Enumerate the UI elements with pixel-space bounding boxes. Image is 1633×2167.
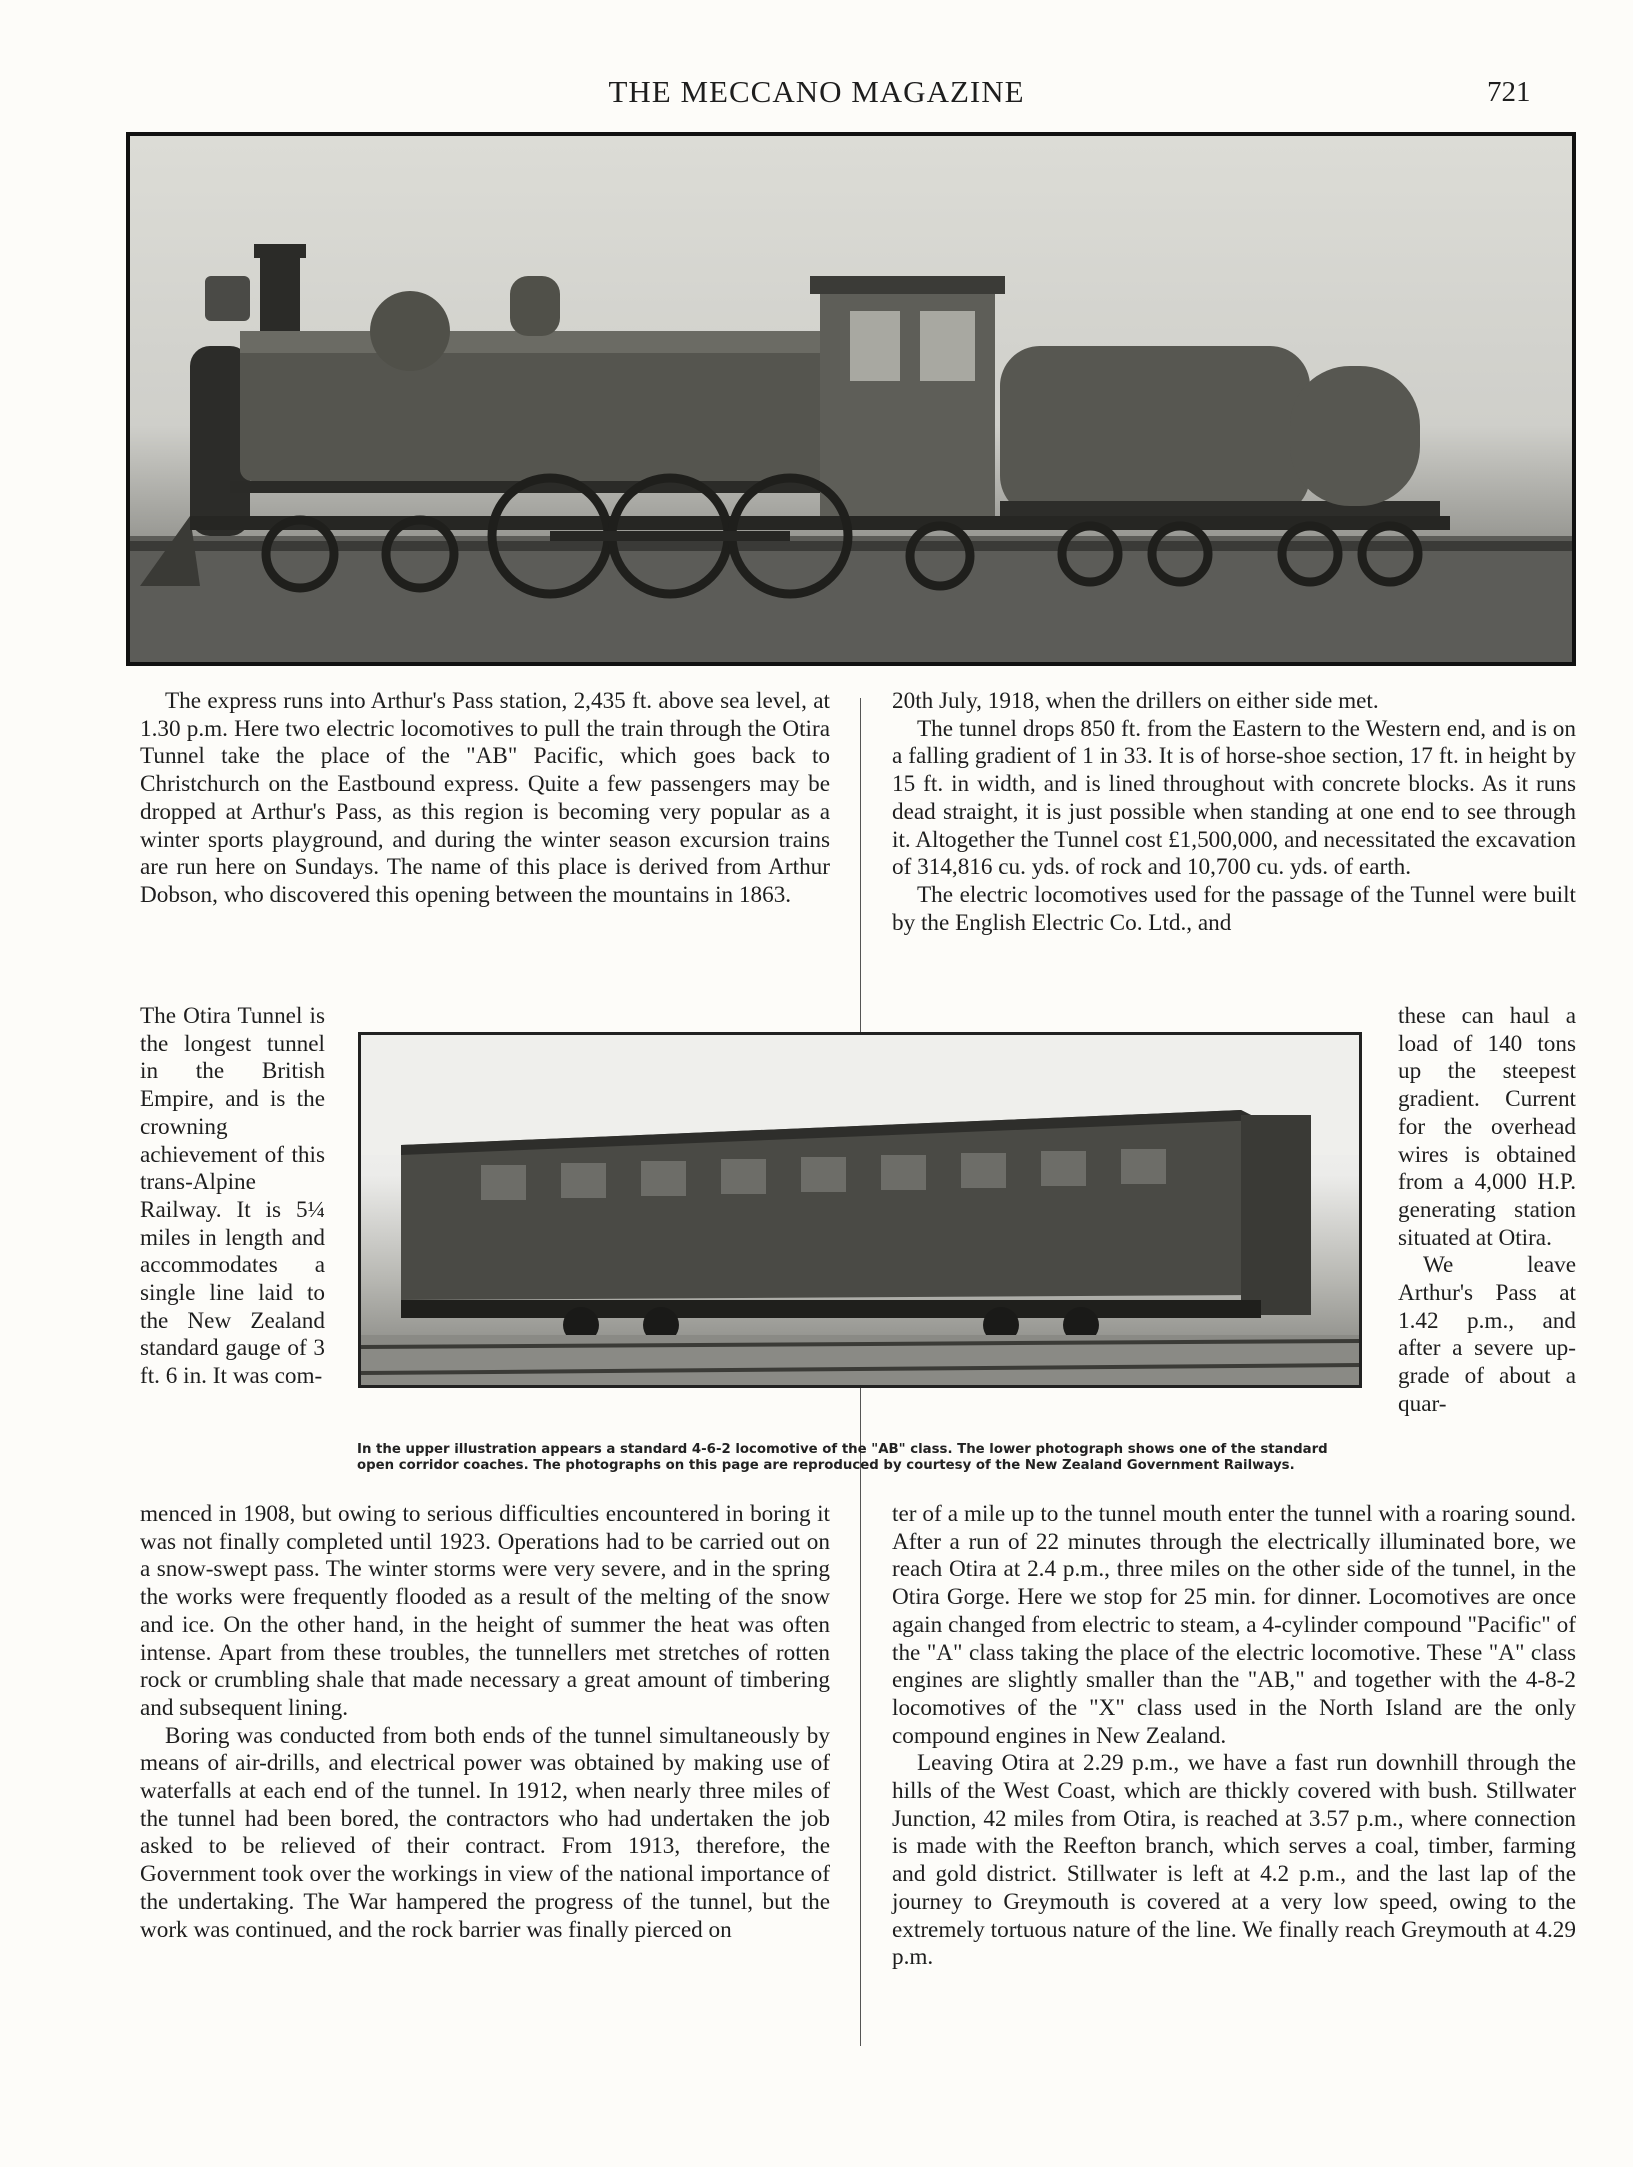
left-wrap-text [140,1003,325,1391]
paragraph: Leaving Otira at 2.29 p.m., we have a fast run downhill through the hills of the West Coast, which are thickly covered with bush. Stillwater Junction, 42 miles from Otira, is reached at 3.57 p.m., where connection is made with the Reefton branch, which serves a coal, timber, farming and gold district. Stillwater is left at 4.2 p.m., and the last lap of the journey to Greymouth is covered at a very low speed, owing to the extremely tortuous nature of the line. We finally reach Greymouth at 4.29 p.m. [892,1750,1576,1971]
coach-photo [358,1032,1362,1388]
paragraph: We leave Arthur's Pass at 1.42 p.m., and after a severe up-grade of about a quar- [1398,1252,1576,1417]
magazine-title: THE MECCANO MAGAZINE [608,74,1025,109]
paragraph: The express runs into Arthur's Pass station, 2,435 ft. above sea level, at 1.30 p.m. Here two electric locomotives to pull the train through the Otira Tunnel take the place of the "AB" Pacific, which goes back to Christchurch on the Eastbound express. Quite a few passengers may be dropped at Arthur's Pass, as this region is becoming very popular as a winter sports playground, and during the winter season excursion trains are run here on Sundays. The name of this place is derived from Arthur Dobson, who discovered this opening between the mountains in 1863. [140,688,830,908]
paragraph: The Otira Tunnel is the longest tunnel in the British Empire, and is the crowning achievement of this trans-Alpine Railway. It is 5¼ miles in length and accommodates a single line laid to the New Zealand standard gauge of 3 ft. 6 in. It was com- [140,1003,325,1390]
paragraph: menced in 1908, but owing to serious difficulties encountered in boring it was not finally completed until 1923. Operations had to be carried out on a snow-swept pass. The winter storms were very severe, and in the spring the works were frequently flooded as a result of the melting of the snow and ice. On the other hand, in the height of summer the heat was often intense. Apart from these troubles, the tunnellers met stretches of rotten rock or crumbling shale that made necessary a great amount of timbering and subsequent lining. [140,1501,830,1721]
paragraph: ter of a mile up to the tunnel mouth enter the tunnel with a roaring sound. After a run of 22 minutes through the electrically illuminated bore, we reach Otira at 2.4 p.m., three miles on the other side of the tunnel, in the Otira Gorge. Here we stop for 25 min. for dinner. Locomotives are once again changed from electric to steam, a 4-cylinder compound "Pacific" of the "A" class taking the place of the electric locomotive. These "A" class engines are slightly smaller than the "AB," and together with the 4-8-2 locomotives of the "X" class used in the North Island are the only compound engines in New Zealand. [892,1501,1576,1749]
paragraph: 20th July, 1918, when the drillers on either side met. [892,688,1379,714]
right-column-bottom [892,1501,1576,1972]
left-column-top [140,688,830,910]
locomotive-photo [126,132,1576,666]
left-column-bottom [140,1501,830,1944]
paragraph: these can haul a load of 140 tons up the steepest gradient. Current for the overhead wires is obtained from a 4,000 H.P. generating station situated at Otira. [1398,1003,1576,1251]
page-number: 721 [1487,76,1531,108]
right-wrap-text [1398,1003,1576,1419]
paragraph: Boring was conducted from both ends of the tunnel simultaneously by means of air-drills, and electrical power was obtained by making use of waterfalls at each end of the tunnel. In 1912, when nearly three miles of the tunnel had been bored, the contractors who had undertaken the job asked to be relieved of their contract. From 1913, therefore, the Government took over the workings in view of the national importance of the undertaking. The War hampered the progress of the tunnel, but the work was continued, and the rock barrier was finally pierced on [140,1722,830,1943]
photo-caption: In the upper illustration appears a standard 4-6-2 locomotive of the "AB" class. The lower photograph shows one of the standard open corridor coaches. The photographs on this page are reproduced by courtesy of the New Zealand Government Railways. [357,1442,1328,1473]
right-column-top [892,688,1576,937]
paragraph: The electric locomotives used for the passage of the Tunnel were built by the English Electric Co. Ltd., and [892,881,1576,936]
paragraph: The tunnel drops 850 ft. from the Eastern to the Western end, and is on a falling gradient of 1 in 33. It is of horse-shoe section, 17 ft. in height by 15 ft. in width, and is lined throughout with concrete blocks. As it runs dead straight, it is just possible when standing at one end to see through it. Altogether the Tunnel cost £1,500,000, and necessitated the excavation of 314,816 cu. yds. of rock and 10,700 cu. yds. of earth. [892,715,1576,881]
